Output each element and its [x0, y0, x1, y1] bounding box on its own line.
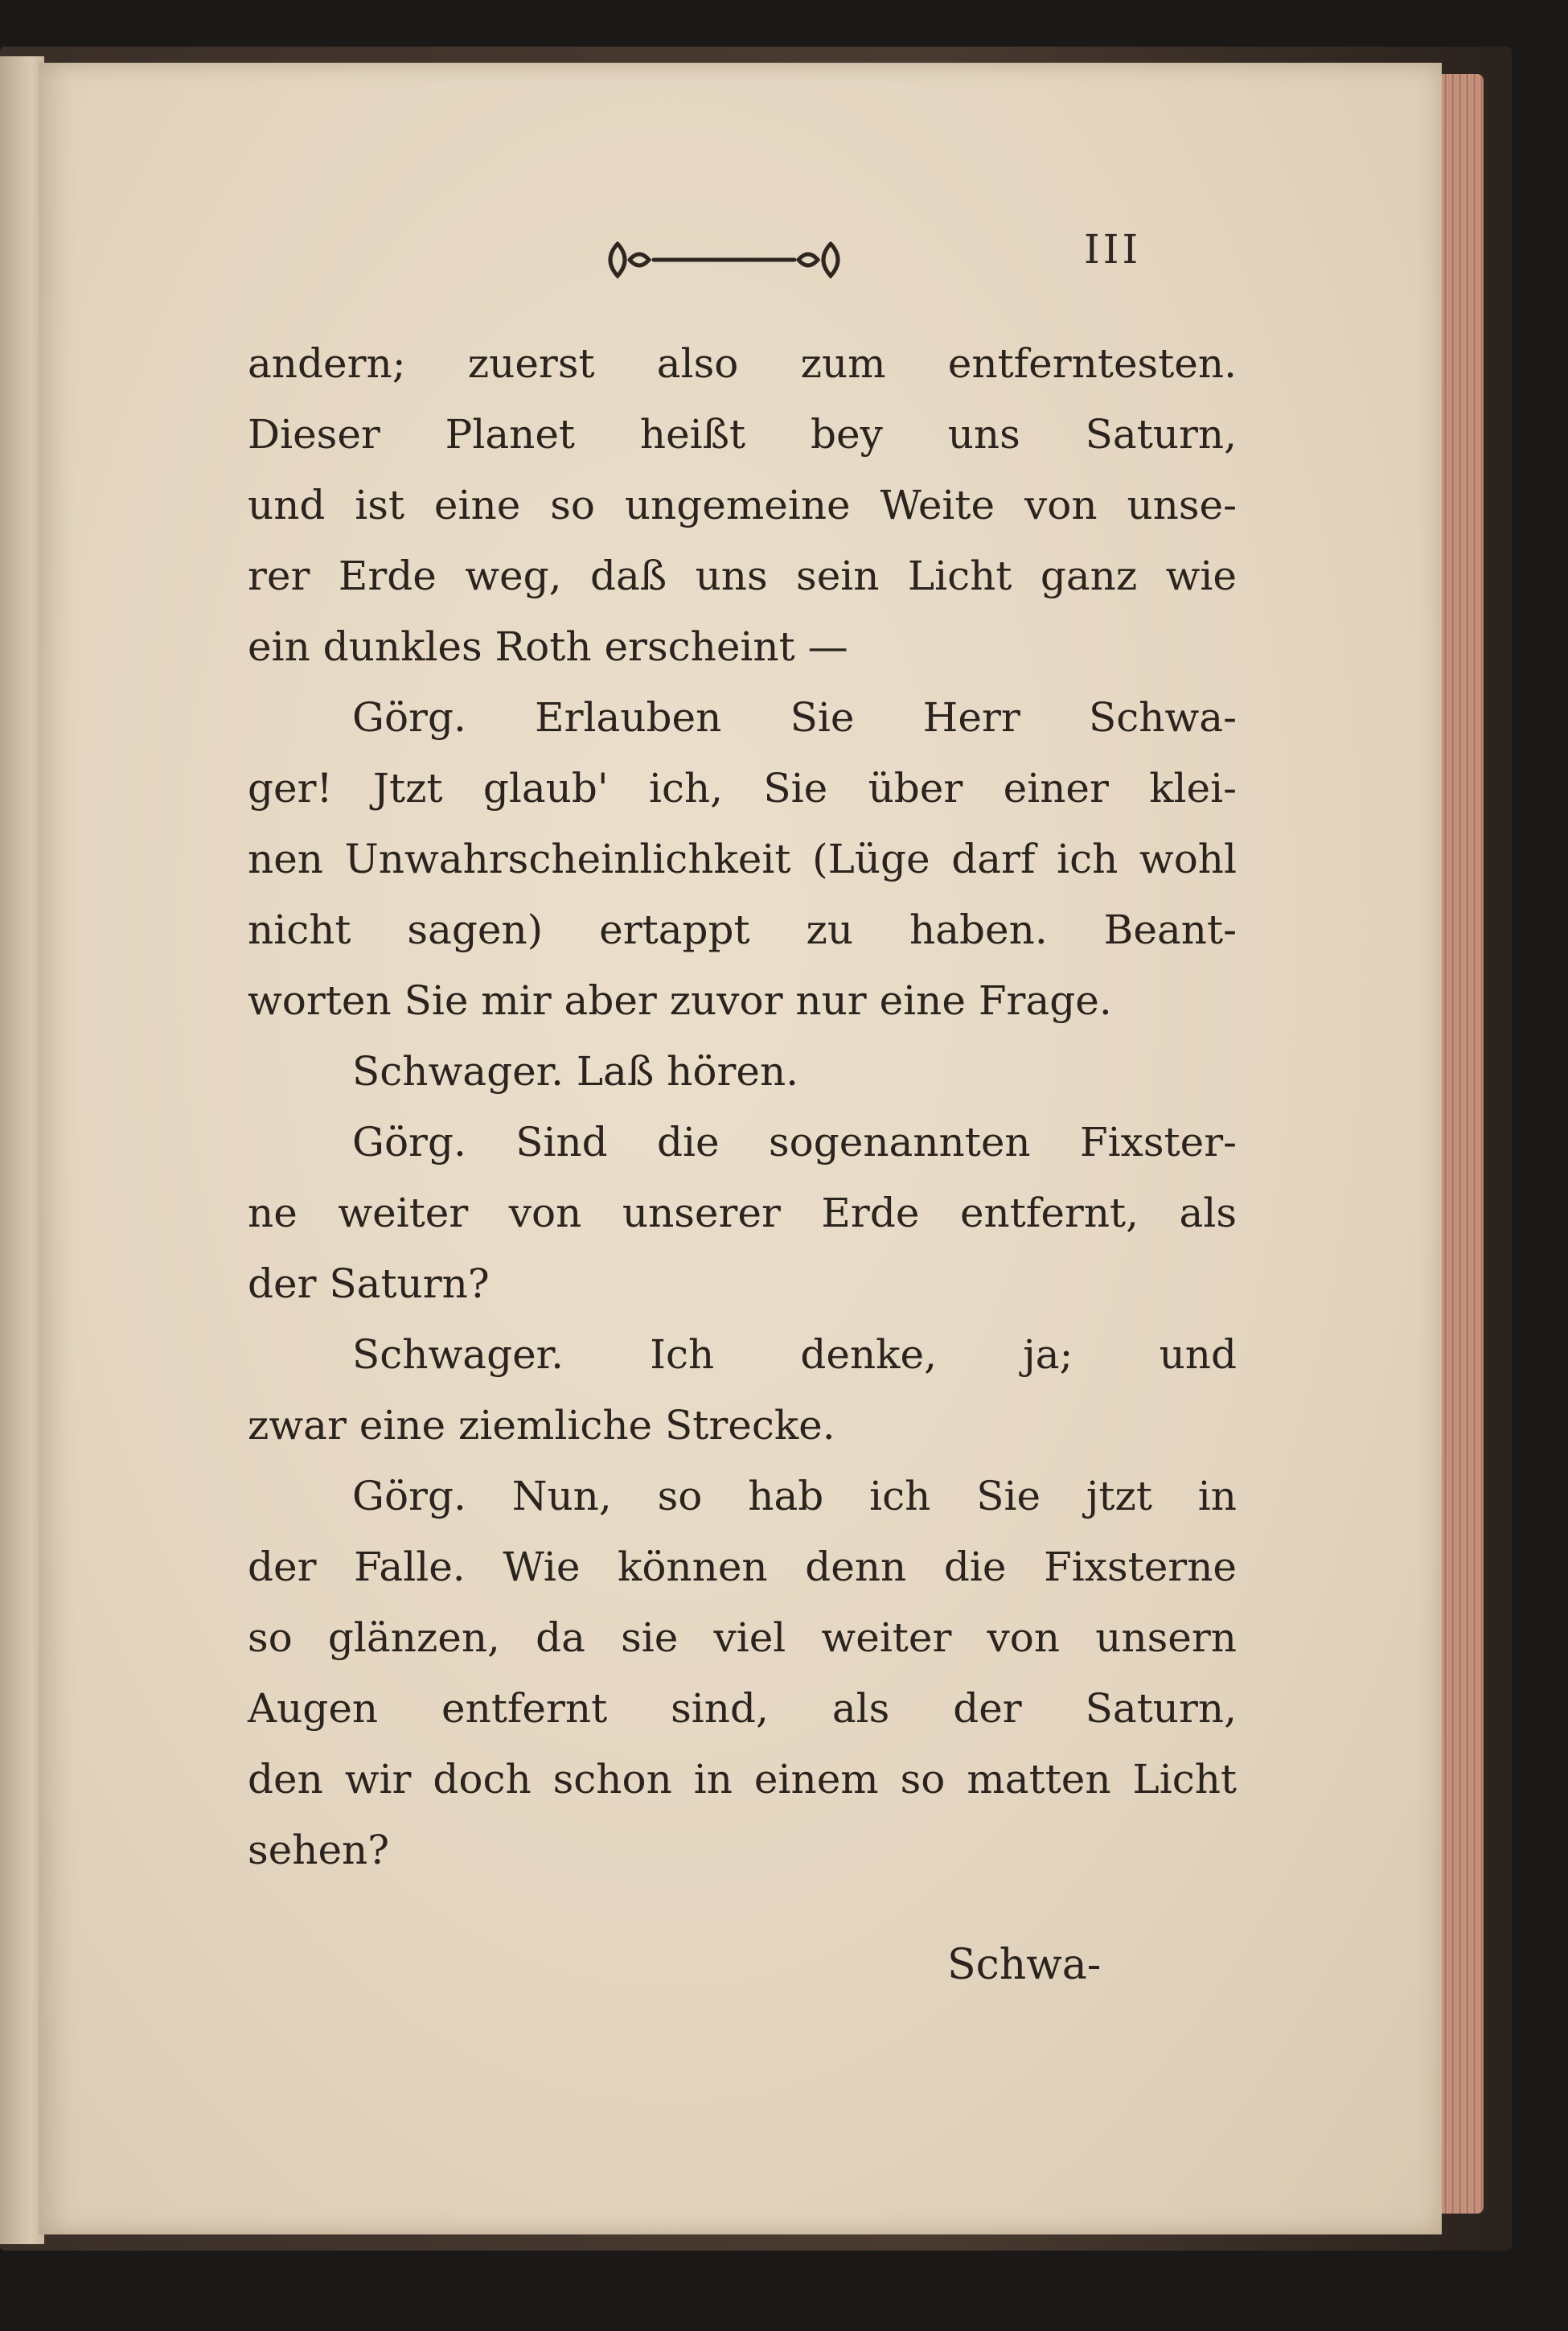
text-line: Görg. Sind die sogenannten Fixster-: [352, 1119, 1237, 1166]
text-line: Augen entfernt sind, als der Saturn,: [248, 1685, 1237, 1732]
text-line: ger! Jtzt glaub' ich, Sie über einer klei-: [248, 765, 1237, 812]
text-line: den wir doch schon in einem so matten Licht: [248, 1756, 1237, 1803]
text-line: so glänzen, da sie viel weiter von unsern: [248, 1614, 1237, 1661]
text-line: andern; zuerst also zum entferntesten.: [248, 340, 1237, 387]
text-line: zwar eine ziemliche Strecke.: [248, 1402, 835, 1449]
page-number: III: [1084, 226, 1142, 273]
text-line: nen Unwahrscheinlichkeit (Lüge darf ich wohl: [248, 836, 1237, 882]
text-line: und ist eine so ungemeine Weite von unse-: [248, 482, 1237, 528]
text-line: sehen?: [248, 1827, 390, 1873]
page-header: [39, 212, 1442, 308]
text-line: ne weiter von unserer Erde entfernt, als: [248, 1190, 1237, 1236]
book-page: [39, 63, 1442, 2234]
text-line: der Saturn?: [248, 1260, 490, 1307]
text-line: Schwager. Ich denke, ja; und: [352, 1331, 1237, 1378]
catchword: Schwa-: [947, 1941, 1102, 1989]
ornament-icon: [585, 212, 875, 308]
text-line: rer Erde weg, daß uns sein Licht ganz wie: [248, 553, 1237, 599]
text-line: der Falle. Wie können denn die Fixsterne: [248, 1544, 1237, 1590]
text-line: Dieser Planet heißt bey uns Saturn,: [248, 411, 1237, 458]
text-line: ein dunkles Roth erscheint —: [248, 623, 848, 670]
text-line: worten Sie mir aber zuvor nur eine Frage.: [248, 977, 1112, 1024]
left-page-edge: [0, 56, 44, 2244]
text-line: Schwager. Laß hören.: [352, 1048, 799, 1095]
text-line: Görg. Erlauben Sie Herr Schwa-: [352, 694, 1237, 741]
text-line: Görg. Nun, so hab ich Sie jtzt in: [352, 1473, 1237, 1519]
text-line: nicht sagen) ertappt zu haben. Beant-: [248, 906, 1237, 953]
page-text: [248, 328, 1237, 1885]
